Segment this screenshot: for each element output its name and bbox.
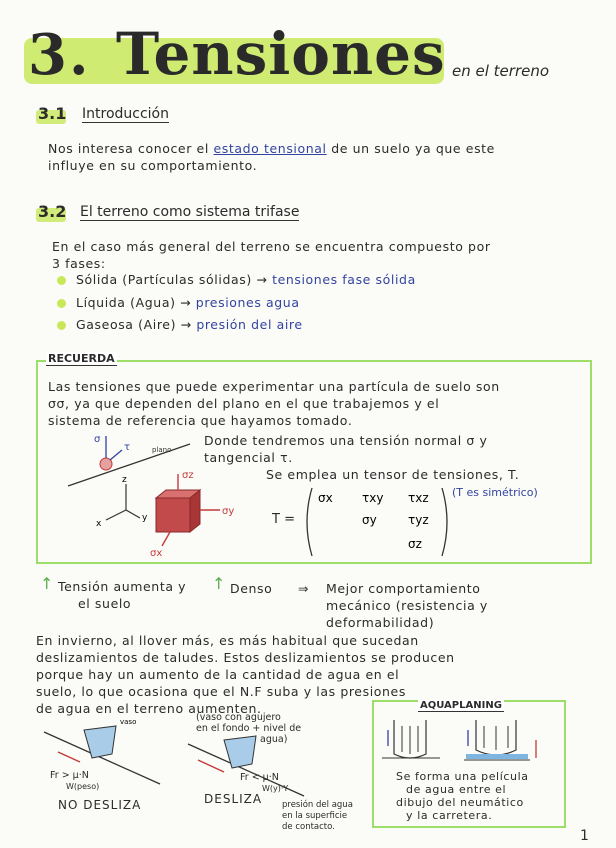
- intro-text: de un suelo ya que este: [331, 141, 495, 156]
- page-title: Tensiones: [116, 20, 446, 88]
- phase-item: [76, 271, 416, 288]
- aquaplaning-tag: AQUAPLANING: [420, 700, 502, 711]
- sigma-x-label: σx: [150, 548, 163, 559]
- tensor-matrix: [302, 486, 452, 558]
- cube-front: [156, 498, 190, 532]
- page-number: 1: [580, 828, 589, 844]
- page-subtitle: en el terreno: [452, 62, 550, 80]
- no-slide-caption: NO DESLIZA: [58, 798, 142, 812]
- plane-label: plano: [152, 446, 172, 454]
- winter-line: deslizamientos de taludes. Estos deslizamientos se producen: [36, 650, 455, 665]
- phase-result: presiones agua: [195, 295, 300, 310]
- result-line: mecánico (resistencia y: [326, 598, 488, 613]
- slide-caption: DESLIZA: [204, 792, 263, 806]
- arrow-icon: →: [256, 272, 268, 287]
- aquaplaning-line: de agua entre el: [406, 783, 507, 796]
- section-number: 3.1: [38, 104, 67, 123]
- arrow-icon: →: [180, 295, 192, 310]
- cube-side: [190, 490, 200, 532]
- pressure-line: en la superficie: [282, 811, 348, 821]
- matrix-cell: τxz: [408, 491, 429, 505]
- pressure-note: [282, 800, 353, 833]
- glass-note-line: agua): [260, 734, 288, 745]
- intro-term: estado tensional: [213, 141, 327, 156]
- matrix-cell: σz: [408, 537, 422, 551]
- tau-arrow: [110, 450, 122, 460]
- phase-item: [76, 316, 303, 333]
- aquaplaning-line: Se forma una película: [396, 770, 529, 783]
- phase-result: presión del aire: [196, 317, 303, 332]
- trifase-text: En el caso más general del terreno se encuentra compuesto por: [52, 239, 491, 254]
- matrix-cell: σx: [318, 491, 333, 505]
- symmetric-note: (T es simétrico): [452, 486, 538, 499]
- glass-label: vaso: [120, 718, 137, 726]
- y-axis: [126, 510, 140, 518]
- intro-text: Nos interesa conocer el: [48, 141, 209, 156]
- result-text: [326, 580, 488, 631]
- bullet-icon: [57, 321, 66, 330]
- recuerda-text: [48, 378, 588, 429]
- winter-line: porque hay un aumento de la cantidad de agua en el: [36, 667, 400, 682]
- intro-text: influye en su comportamiento.: [48, 158, 258, 173]
- tire-sketch: [380, 716, 556, 766]
- right-paren: [442, 488, 447, 556]
- phase-name: Gaseosa (Aire): [76, 317, 177, 332]
- recuerda-line: sistema de referencia que hayamos tomado.: [48, 413, 353, 428]
- recuerda-line: σσ, ya que dependen del plano en el que trabajemos y el: [48, 396, 440, 411]
- normal-line: tangencial τ.: [204, 450, 293, 465]
- matrix-cell: σy: [362, 513, 377, 527]
- aquaplaning-line: dibujo del neumático: [396, 796, 524, 809]
- aquaplaning-line: y la carretera.: [406, 809, 493, 822]
- phase-name: Sólida (Partículas sólidas): [76, 272, 252, 287]
- winter-line: En invierno, al llover más, es más habitual que sucedan: [36, 633, 419, 648]
- stress-cube-sketch: [86, 470, 256, 560]
- bullet-icon: [57, 276, 66, 285]
- section-title: Introducción: [82, 106, 169, 122]
- matrix-cell: τyz: [408, 513, 429, 527]
- normal-text: [204, 432, 488, 466]
- sigma-y-label: σy: [222, 506, 235, 517]
- water-film: [466, 754, 528, 759]
- weight-text: W(peso): [66, 782, 100, 791]
- implies-icon: ⇒: [298, 581, 310, 596]
- bullet-icon: [57, 299, 66, 308]
- normal-line: Donde tendremos una tensión normal σ y: [204, 433, 488, 448]
- phase-result: tensiones fase sólida: [272, 272, 416, 287]
- tension-line: el suelo: [78, 596, 132, 611]
- intro-paragraph: [48, 140, 608, 174]
- pressure-line: presión del agua: [282, 800, 353, 810]
- glass-icon: [84, 726, 116, 758]
- friction-arrow: [198, 760, 224, 772]
- phase-item: [76, 294, 300, 311]
- y-label: y: [142, 513, 148, 523]
- denso-text: Denso: [230, 581, 273, 596]
- trifase-text: 3 fases:: [52, 256, 106, 271]
- up-arrow-icon: ↑: [212, 574, 226, 593]
- sigma-label: σ: [94, 434, 101, 445]
- tension-text: [58, 578, 186, 612]
- z-label: z: [122, 475, 127, 485]
- title-number: 3.: [28, 22, 91, 88]
- friction-text: Fr > μ·N: [50, 770, 89, 781]
- aquaplaning-text: [396, 770, 529, 822]
- result-line: deformabilidad): [326, 615, 435, 630]
- matrix-cell: τxy: [362, 491, 384, 505]
- recuerda-line: Las tensiones que puede experimentar una partícula de suelo son: [48, 379, 500, 394]
- glass-note-line: (vaso con agujero: [196, 712, 281, 723]
- tensor-text: Se emplea un tensor de tensiones, T.: [266, 467, 520, 482]
- weight-text: W(y)·Y: [262, 784, 289, 793]
- friction-text: Fr < μ·N: [240, 772, 279, 783]
- tau-label: τ: [124, 442, 131, 453]
- x-axis: [106, 510, 126, 520]
- left-paren: [307, 488, 312, 556]
- winter-line: suelo, lo que ocasiona que el N.F suba y las presiones: [36, 684, 406, 699]
- x-label: x: [96, 519, 102, 529]
- sigma-x-arrow: [162, 532, 170, 546]
- glass-icon: [224, 736, 256, 768]
- friction-arrow: [58, 752, 80, 762]
- phase-name: Líquida (Agua): [76, 295, 176, 310]
- matrix-label: T =: [272, 512, 295, 527]
- glass-note-line: en el fondo + nivel de: [196, 723, 302, 734]
- up-arrow-icon: ↑: [40, 574, 54, 593]
- pressure-line: de contacto.: [282, 822, 335, 832]
- tension-line: Tensión aumenta y: [58, 579, 187, 594]
- winter-line: de agua en el terreno aumenten.: [36, 701, 262, 716]
- sigma-z-label: σz: [182, 470, 194, 481]
- section-title: El terreno como sistema trifase: [80, 204, 300, 220]
- section-number: 3.2: [38, 202, 67, 221]
- arrow-icon: →: [180, 317, 192, 332]
- result-line: Mejor comportamiento: [326, 581, 481, 596]
- recuerda-tag: RECUERDA: [48, 352, 115, 365]
- trifase-intro: [52, 238, 608, 272]
